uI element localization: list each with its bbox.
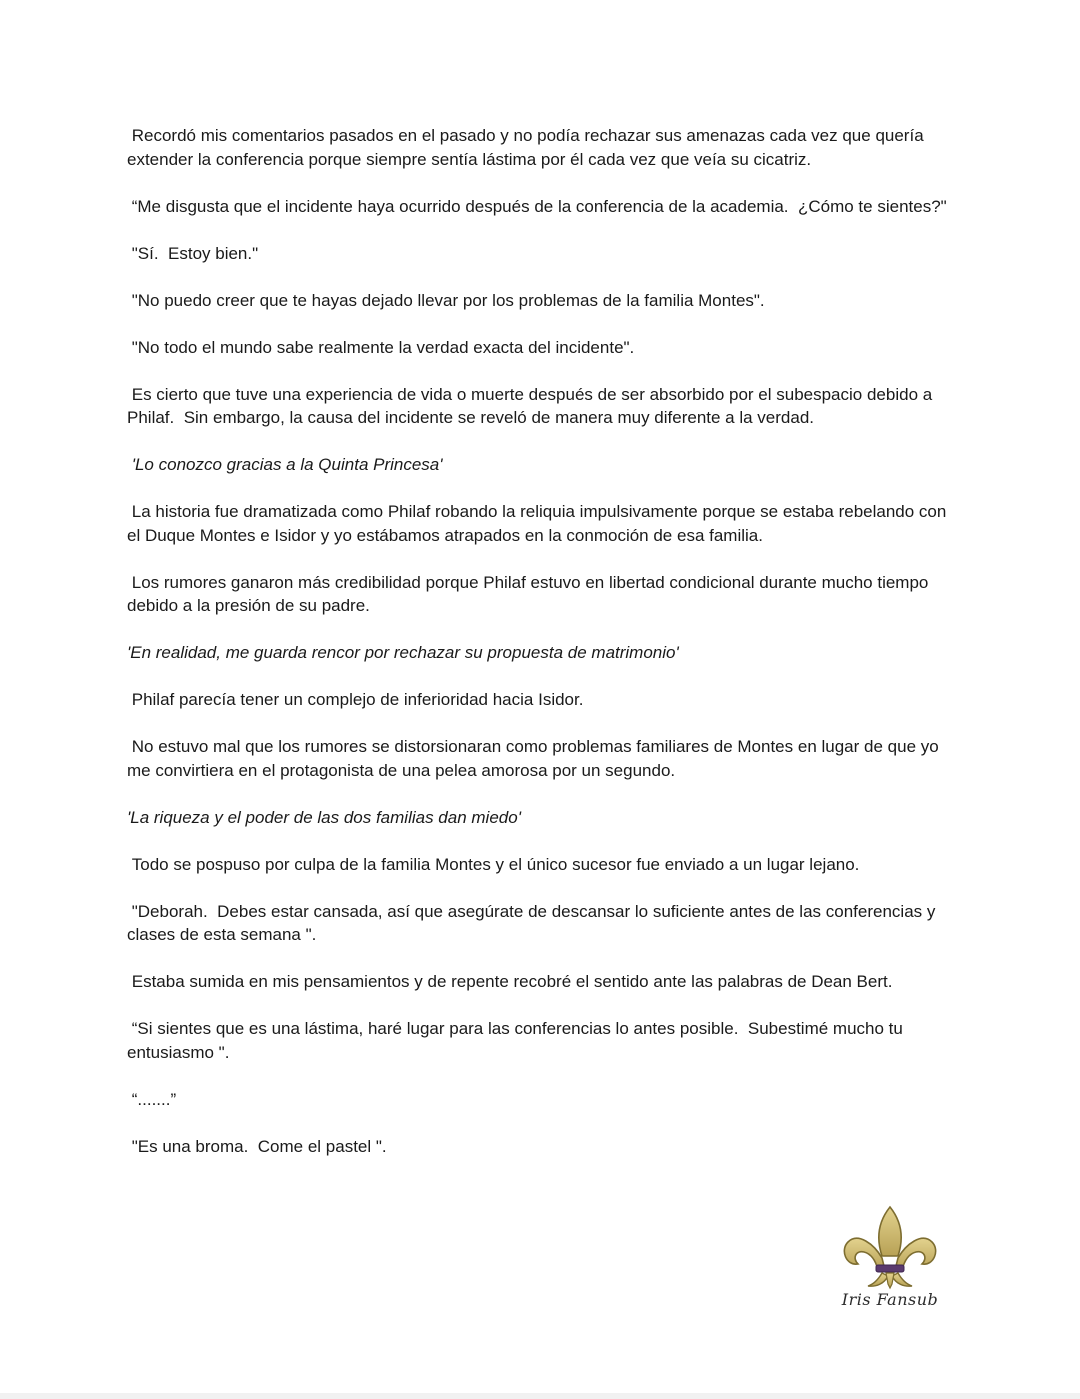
document-body: [127, 124, 957, 1182]
paragraph: "No todo el mundo sabe realmente la verdad exacta del incidente".: [127, 337, 635, 357]
paragraph: “Si sientes que es una lástima, haré lugar para las conferencias lo antes posible. Subestimé mucho tu entusiasmo ".: [127, 1019, 908, 1062]
paragraph: Todo se pospuso por culpa de la familia Montes y el único sucesor fue enviado a un lugar lejano.: [127, 854, 860, 874]
paragraph: “Me disgusta que el incidente haya ocurrido después de la conferencia de la academia. ¿Cómo te sientes?": [127, 196, 947, 216]
paragraph: Philaf parecía tener un complejo de inferioridad hacia Isidor.: [127, 690, 584, 709]
fansub-name: Iris Fansub: [841, 1290, 939, 1309]
paragraph: 'Lo conozco gracias a la Quinta Princesa': [127, 455, 443, 474]
paragraph: Es cierto que tuve una experiencia de vida o muerte después de ser absorbido por el subespacio debido a Philaf. Sin embargo, la causa del incidente se reveló de manera muy diferente a la verdad.: [127, 384, 937, 427]
paragraph: Estaba sumida en mis pensamientos y de repente recobré el sentido ante las palabras de Dean Bert.: [127, 972, 893, 991]
fansub-logo: [838, 1204, 942, 1316]
paragraph: "Sí. Estoy bien.": [127, 243, 259, 263]
paragraph: "Es una broma. Come el pastel ".: [127, 1136, 387, 1156]
paragraph: 'En realidad, me guarda rencor por rechazar su propuesta de matrimonio': [127, 643, 679, 662]
paragraph: Los rumores ganaron más credibilidad porque Philaf estuvo en libertad condicional durante mucho tiempo debido a la presión de su padre.: [127, 572, 934, 615]
paragraph: La historia fue dramatizada como Philaf robando la reliquia impulsivamente porque se estaba rebelando con el Duque Montes e Isidor y yo estábamos atrapados en la conmoción de esa familia.: [127, 502, 952, 545]
paragraph: No estuvo mal que los rumores se distorsionaran como problemas familiares de Montes en lugar de que yo me convirtiera en el protagonista de una pelea amorosa por un segundo.: [127, 737, 944, 780]
paragraph: "No puedo creer que te hayas dejado llevar por los problemas de la familia Montes".: [127, 290, 765, 310]
paragraph: Recordó mis comentarios pasados en el pasado y no podía rechazar sus amenazas cada vez que quería extender la conferencia porque siempre sentía lástima por él cada vez que veía su cicatriz.: [127, 126, 929, 169]
fleur-de-lis-icon: [838, 1204, 942, 1290]
paragraph: 'La riqueza y el poder de las dos familias dan miedo': [127, 807, 521, 827]
paragraph: "Deborah. Debes estar cansada, así que asegúrate de descansar lo suficiente antes de las conferencias y clases de esta semana ".: [127, 901, 941, 944]
page-bottom-edge: [0, 1393, 1080, 1399]
paragraph: “.......”: [127, 1089, 177, 1109]
